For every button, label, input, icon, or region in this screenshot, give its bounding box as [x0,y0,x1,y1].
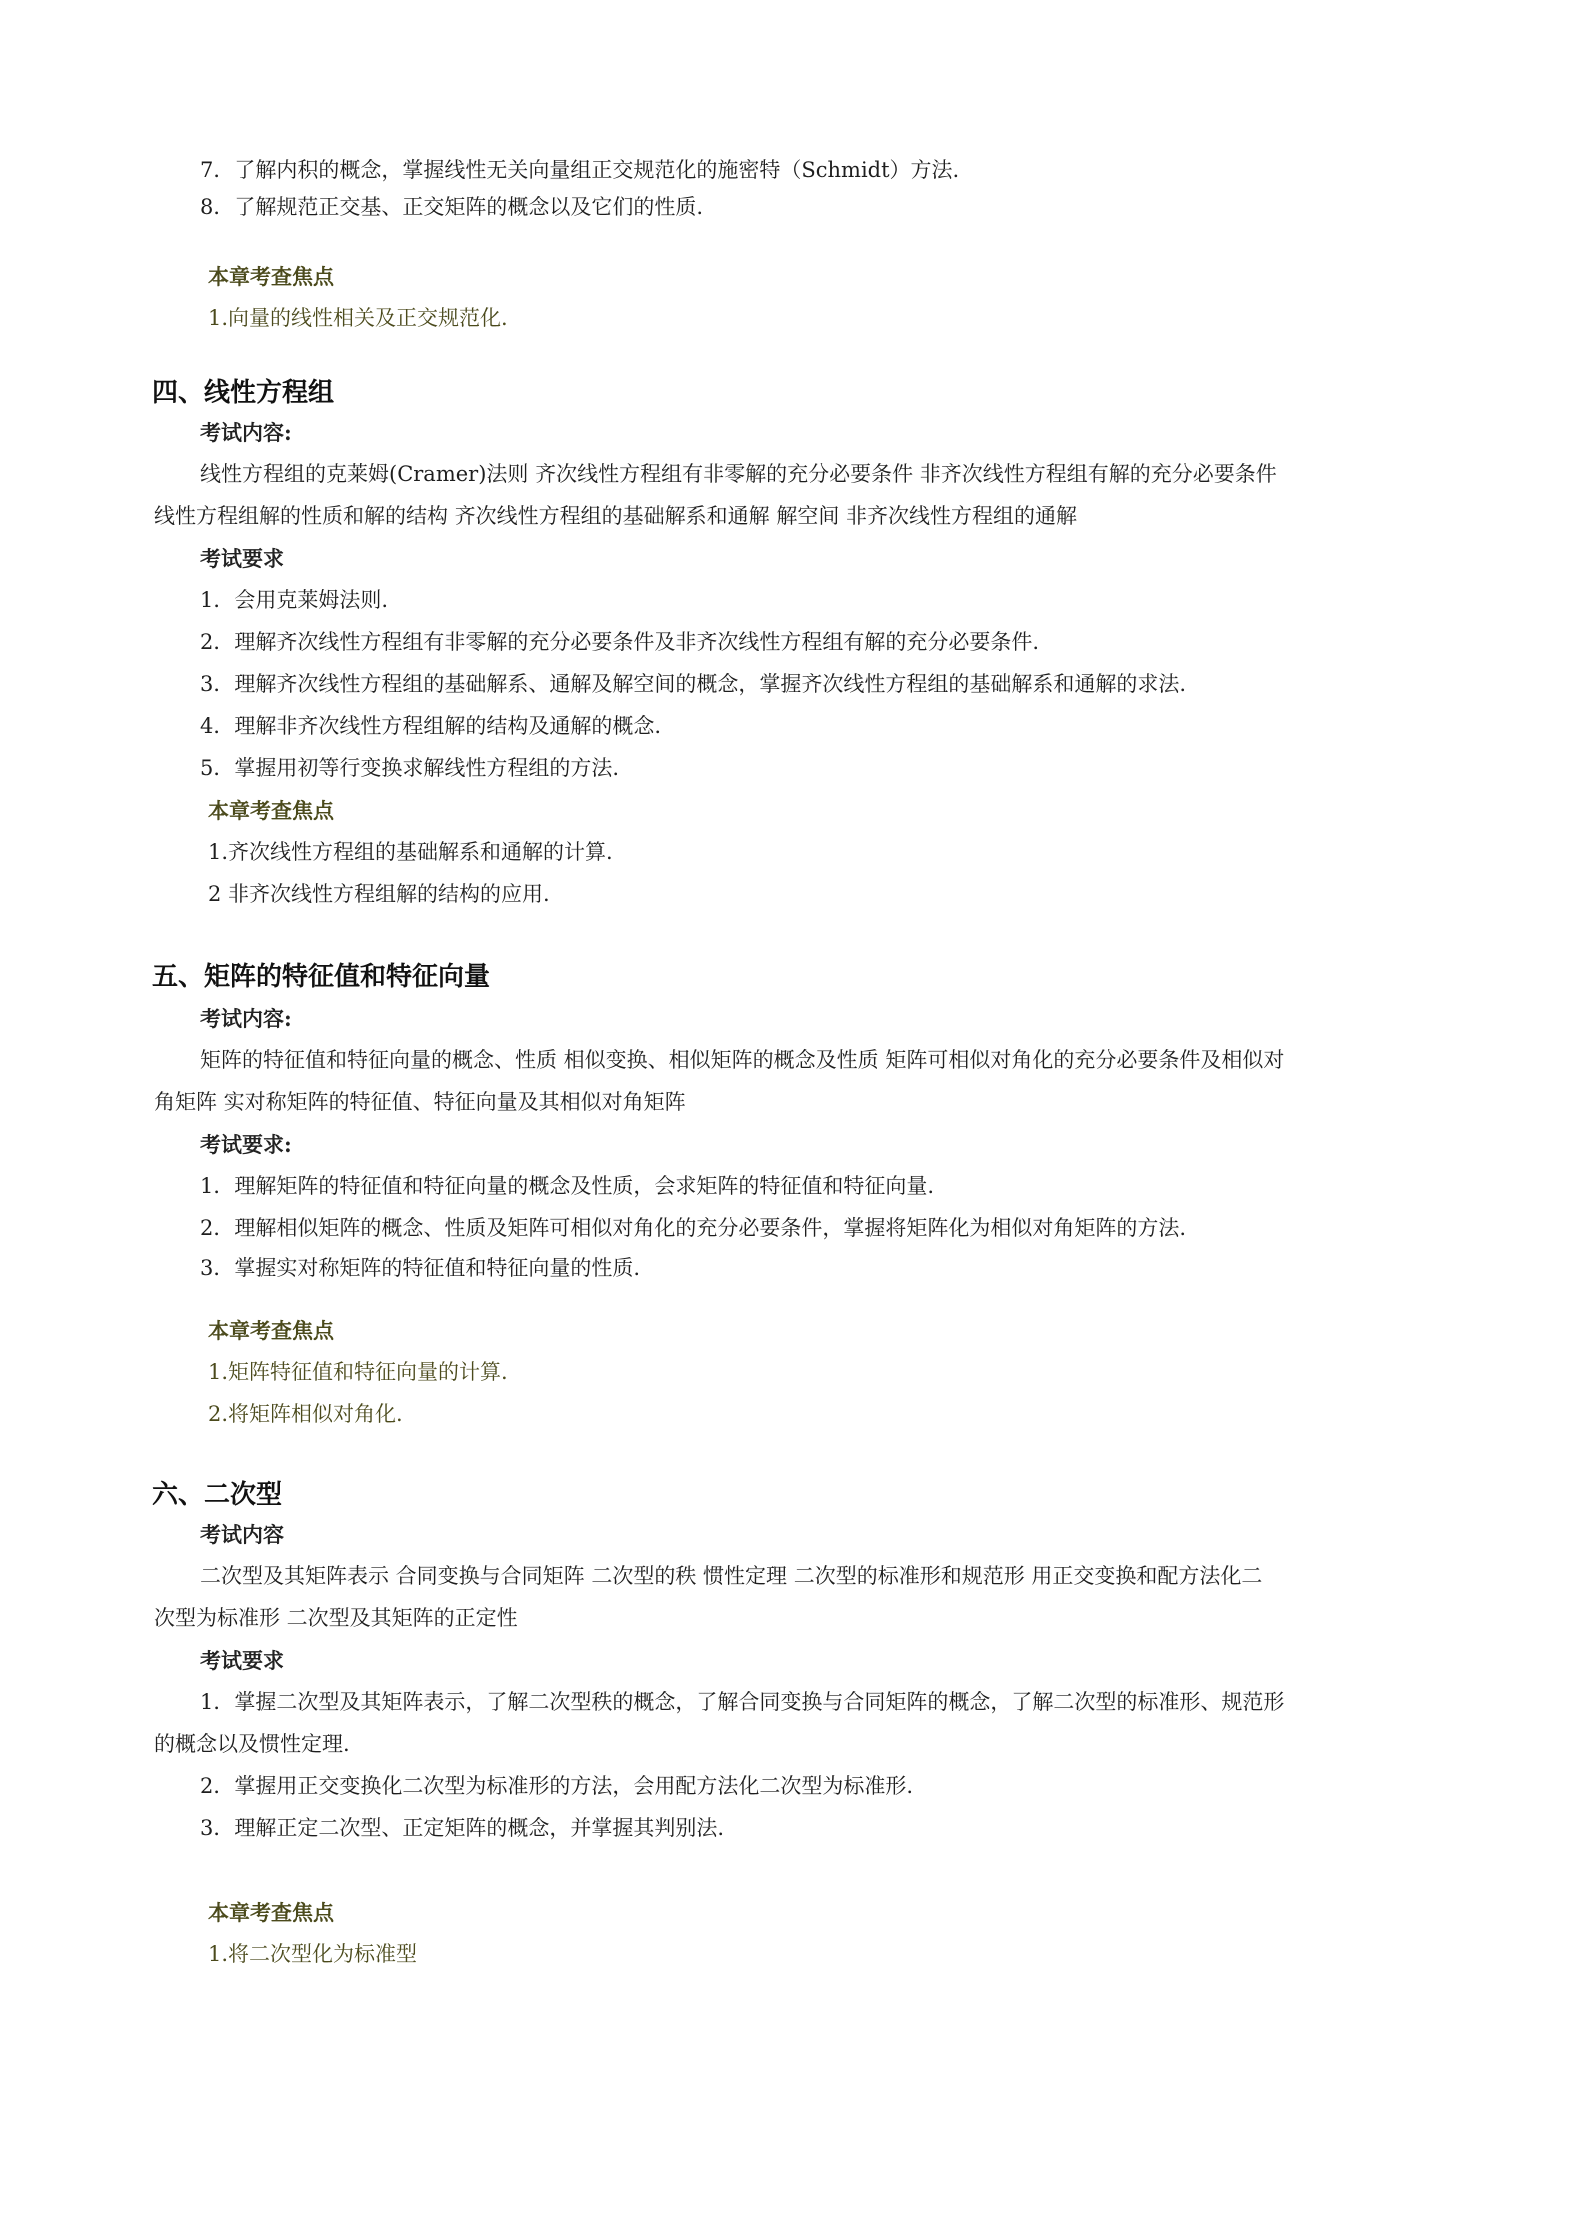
content-line: 二次型及其矩阵表示 合同变换与合同矩阵 二次型的秩 惯性定理 二次型的标准形和规范形 用正交变换和配方法化二 [200,1564,1263,1588]
section-heading-5: 五、矩阵的特征值和特征向量 [152,962,491,992]
focus-item: 1.矩阵特征值和特征向量的计算. [208,1360,508,1384]
requirement-item: 1．会用克莱姆法则. [200,588,389,612]
requirement-item: 1．理解矩阵的特征值和特征向量的概念及性质，会求矩阵的特征值和特征向量. [200,1174,935,1198]
content-line: 矩阵的特征值和特征向量的概念、性质 相似变换、相似矩阵的概念及性质 矩阵可相似对角化的充分必要条件及相似对 [200,1048,1285,1072]
focus-item: 1.将二次型化为标准型 [208,1942,418,1966]
content-line: 次型为标准形 二次型及其矩阵的正定性 [154,1606,518,1630]
requirement-item: 1．掌握二次型及其矩阵表示，了解二次型秩的概念，了解合同变换与合同矩阵的概念，了解二次型的标准形、规范形 [200,1690,1285,1714]
requirement-label: 考试要求 [200,546,284,571]
requirement-item: 2．理解齐次线性方程组有非零解的充分必要条件及非齐次线性方程组有解的充分必要条件. [200,630,1040,654]
requirement-item: 的概念以及惯性定理. [154,1732,350,1756]
focus-heading: 本章考查焦点 [208,1900,334,1925]
section-heading-4: 四、线性方程组 [152,378,335,408]
requirement-item: 8．了解规范正交基、正交矩阵的概念以及它们的性质. [200,195,704,219]
content-line: 线性方程组解的性质和解的结构 齐次线性方程组的基础解系和通解 解空间 非齐次线性方程组的通解 [154,504,1078,528]
content-line: 线性方程组的克莱姆(Cramer)法则 齐次线性方程组有非零解的充分必要条件 非齐次线性方程组有解的充分必要条件 [200,462,1277,486]
requirement-item: 3．掌握实对称矩阵的特征值和特征向量的性质. [200,1256,641,1280]
requirement-item: 2．理解相似矩阵的概念、性质及矩阵可相似对角化的充分必要条件，掌握将矩阵化为相似对角矩阵的方法. [200,1216,1187,1240]
focus-item: 1.齐次线性方程组的基础解系和通解的计算. [208,840,613,864]
requirement-item: 3．理解齐次线性方程组的基础解系、通解及解空间的概念，掌握齐次线性方程组的基础解系和通解的求法. [200,672,1187,696]
content-label: 考试内容: [200,420,292,445]
requirement-item: 4．理解非齐次线性方程组解的结构及通解的概念. [200,714,662,738]
focus-heading: 本章考查焦点 [208,798,334,823]
focus-heading: 本章考查焦点 [208,1318,334,1343]
focus-item: 2 非齐次线性方程组解的结构的应用. [208,882,550,906]
content-line: 角矩阵 实对称矩阵的特征值、特征向量及其相似对角矩阵 [154,1090,686,1114]
section-heading-6: 六、二次型 [152,1480,283,1510]
focus-item: 1.向量的线性相关及正交规范化. [208,306,508,330]
requirement-item: 2．掌握用正交变换化二次型为标准形的方法，会用配方法化二次型为标准形. [200,1774,914,1798]
requirement-item: 7．了解内积的概念，掌握线性无关向量组正交规范化的施密特（Schmidt）方法. [200,158,960,182]
requirement-label: 考试要求: [200,1132,292,1157]
focus-item: 2.将矩阵相似对角化. [208,1402,403,1426]
requirement-label: 考试要求 [200,1648,284,1673]
requirement-item: 5．掌握用初等行变换求解线性方程组的方法. [200,756,620,780]
content-label: 考试内容: [200,1006,292,1031]
content-label: 考试内容 [200,1522,284,1547]
focus-heading: 本章考查焦点 [208,264,334,289]
requirement-item: 3．理解正定二次型、正定矩阵的概念，并掌握其判别法. [200,1816,725,1840]
